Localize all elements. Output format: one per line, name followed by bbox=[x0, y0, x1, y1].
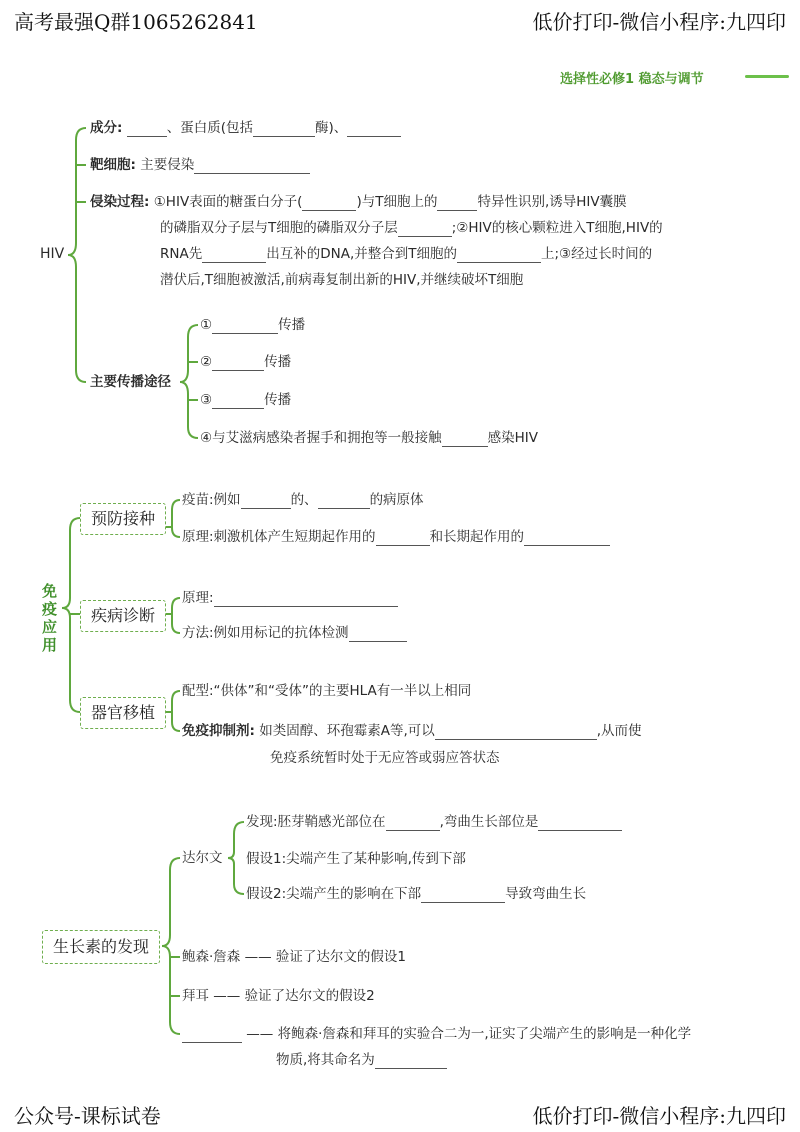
blank bbox=[421, 888, 505, 903]
vaccine-text: 的病原体 bbox=[369, 492, 424, 508]
paal-line: 拜耳 —— 验证了达尔文的假设2 bbox=[182, 988, 375, 1004]
diagnosis-text: 原理: bbox=[182, 590, 214, 606]
footer-right-text: 低价打印-微信小程序:九四印 bbox=[532, 1104, 786, 1128]
header-left-text: 高考最强Q群1065262841 bbox=[14, 10, 258, 34]
darwin-label: 达尔文 bbox=[182, 850, 223, 866]
immune-root-label: 免疫应用 bbox=[42, 582, 58, 654]
route-text: 传播 bbox=[264, 392, 292, 408]
component-label: 成分: bbox=[90, 120, 123, 136]
blank bbox=[386, 816, 440, 831]
darwin-text: 导致弯曲生长 bbox=[505, 886, 587, 902]
blank bbox=[241, 494, 291, 509]
vaccine-text: 原理:刺激机体产生短期起作用的 bbox=[182, 529, 376, 545]
hiv-infection-line-3 bbox=[160, 246, 652, 263]
component-text-1: 、蛋白质(包括 bbox=[166, 120, 253, 136]
hiv-component-row bbox=[90, 120, 401, 137]
target-text: 主要侵染 bbox=[140, 157, 195, 173]
hiv-infection-line-2 bbox=[160, 220, 663, 237]
blank bbox=[212, 394, 264, 409]
transplant-text: 如类固醇、环孢霉素A等,可以 bbox=[259, 723, 435, 739]
blank bbox=[349, 627, 407, 642]
darwin-text: 发现:胚芽鞘感光部位在 bbox=[246, 814, 386, 830]
route-item-2 bbox=[200, 354, 291, 371]
infection-text: 上;③经过长时间的 bbox=[541, 246, 653, 262]
component-text-2: 酶)、 bbox=[314, 120, 348, 136]
hiv-root-label: HIV bbox=[40, 246, 65, 262]
diagnosis-line-2 bbox=[182, 625, 407, 642]
infection-text: RNA先 bbox=[160, 246, 203, 262]
infection-text: ;②HIV的核心颗粒进入T细胞,HIV的 bbox=[451, 220, 663, 236]
vaccine-line-1 bbox=[182, 492, 424, 509]
blank bbox=[318, 494, 370, 509]
blank bbox=[442, 432, 488, 447]
darwin-text: 假设2:尖端产生的影响在下部 bbox=[246, 886, 422, 902]
infection-text: 出互补的DNA,并整合到T细胞的 bbox=[266, 246, 457, 262]
blank bbox=[214, 592, 398, 607]
vaccine-text: 和长期起作用的 bbox=[429, 529, 525, 545]
suppressant-label: 免疫抑制剂: bbox=[182, 723, 255, 739]
infection-text: ①HIV表面的糖蛋白分子( bbox=[153, 194, 303, 210]
blank bbox=[376, 531, 430, 546]
infection-label: 侵染过程: bbox=[90, 194, 150, 210]
went-line-2 bbox=[276, 1052, 447, 1069]
footer-left-text: 公众号-课标试卷 bbox=[14, 1104, 161, 1128]
blank bbox=[375, 1054, 447, 1069]
auxin-root-box: 生长素的发现 bbox=[42, 930, 160, 964]
target-label: 靶细胞: bbox=[90, 157, 136, 173]
blank bbox=[347, 122, 401, 137]
darwin-line-3 bbox=[246, 886, 586, 903]
hiv-target-row bbox=[90, 157, 310, 174]
route-number: ① bbox=[200, 317, 213, 333]
blank bbox=[202, 248, 266, 263]
went-text: 物质,将其命名为 bbox=[276, 1052, 375, 1068]
darwin-line-2: 假设1:尖端产生了某种影响,传到下部 bbox=[246, 851, 466, 867]
transplant-line-2 bbox=[182, 723, 642, 740]
blank bbox=[212, 356, 264, 371]
transplant-box: 器官移植 bbox=[80, 697, 166, 729]
diagnosis-text: 方法:例如用标记的抗体检测 bbox=[182, 625, 349, 641]
route-item-4 bbox=[200, 430, 538, 447]
route-text: 传播 bbox=[264, 354, 292, 370]
blank bbox=[127, 122, 167, 137]
vaccine-text: 的、 bbox=[290, 492, 318, 508]
hiv-infection-line-4: 潜伏后,T细胞被激活,前病毒复制出新的HIV,并继续破坏T细胞 bbox=[160, 272, 524, 288]
blank bbox=[457, 248, 541, 263]
blank bbox=[524, 531, 610, 546]
transplant-line-1: 配型:“供体”和“受体”的主要HLA有一半以上相同 bbox=[182, 683, 472, 699]
route-item-3 bbox=[200, 392, 291, 409]
blank bbox=[253, 122, 315, 137]
route-text: 感染HIV bbox=[487, 430, 538, 446]
blank bbox=[302, 196, 356, 211]
infection-text: )与T细胞上的 bbox=[356, 194, 438, 210]
blank bbox=[182, 1028, 242, 1043]
diagnosis-line-1 bbox=[182, 590, 398, 607]
route-text: 传播 bbox=[278, 317, 306, 333]
blank bbox=[437, 196, 477, 211]
route-number: ③ bbox=[200, 392, 213, 408]
route-number: ② bbox=[200, 354, 213, 370]
route-item-1 bbox=[200, 317, 305, 334]
infection-text: 的磷脂双分子层与T细胞的磷脂双分子层 bbox=[160, 220, 398, 236]
darwin-line-1 bbox=[246, 814, 622, 831]
blank bbox=[435, 725, 597, 740]
blank bbox=[398, 222, 452, 237]
blank bbox=[194, 159, 310, 174]
header-right-text: 低价打印-微信小程序:九四印 bbox=[532, 10, 786, 34]
routes-label: 主要传播途径 bbox=[90, 374, 171, 390]
boysen-jensen-line: 鲍森·詹森 —— 验证了达尔文的假设1 bbox=[182, 949, 406, 965]
blank bbox=[212, 319, 278, 334]
darwin-text: ,弯曲生长部位是 bbox=[439, 814, 539, 830]
went-text: —— 将鲍森·詹森和拜耳的实验合二为一,证实了尖端产生的影响是一种化学 bbox=[246, 1026, 692, 1042]
section-tag: 选择性必修1 稳态与调节 bbox=[560, 72, 704, 87]
blank bbox=[538, 816, 622, 831]
infection-text: 特异性识别,诱导HIV囊膜 bbox=[477, 194, 627, 210]
diagnosis-box: 疾病诊断 bbox=[80, 600, 166, 632]
vaccine-box: 预防接种 bbox=[80, 503, 166, 535]
vaccine-text: 疫苗:例如 bbox=[182, 492, 241, 508]
transplant-text: ,从而使 bbox=[596, 723, 642, 739]
route-text: ④与艾滋病感染者握手和拥抱等一般接触 bbox=[200, 430, 442, 446]
transplant-line-3: 免疫系统暂时处于无应答或弱应答状态 bbox=[270, 750, 500, 766]
went-line-1 bbox=[182, 1026, 691, 1043]
hiv-infection-line-1 bbox=[90, 194, 627, 211]
vaccine-line-2 bbox=[182, 529, 610, 546]
